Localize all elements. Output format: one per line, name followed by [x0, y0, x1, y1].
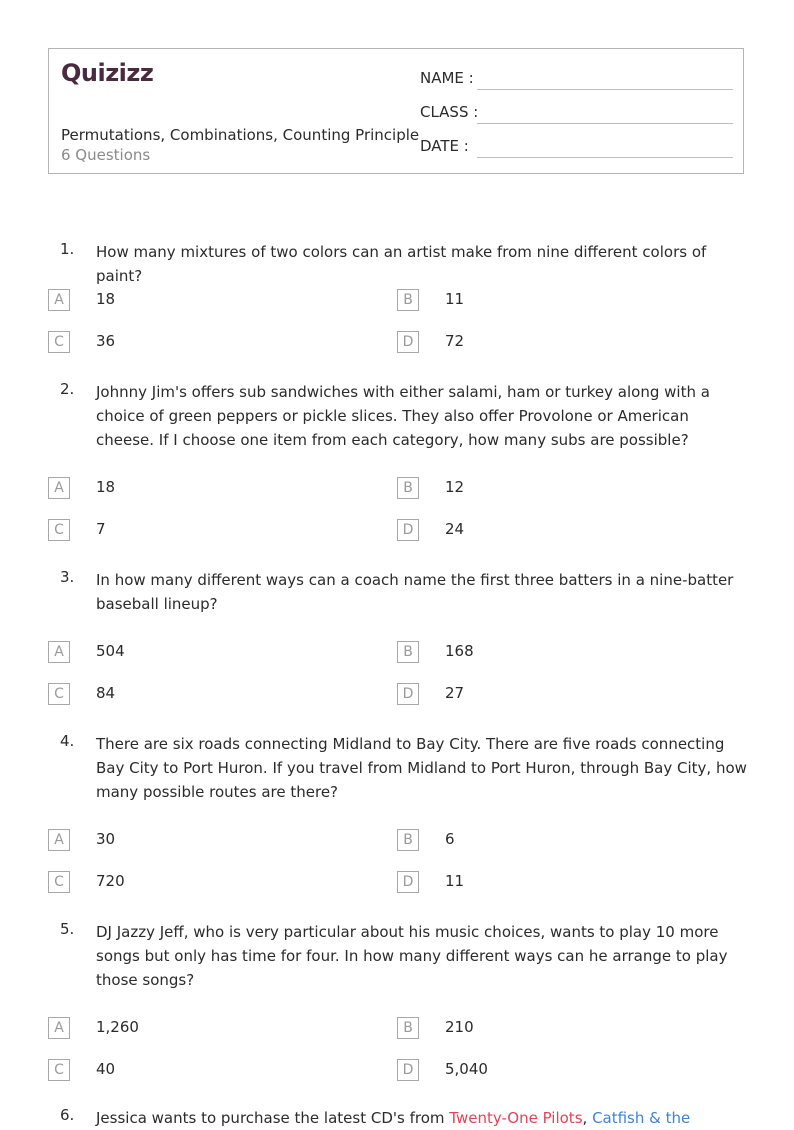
question-text [96, 1106, 748, 1130]
option-letter-box: B [397, 1017, 419, 1039]
option-letter-box: A [48, 1017, 70, 1039]
option-text: 5,040 [445, 1060, 488, 1078]
option-text: 40 [96, 1060, 116, 1078]
question-text: Johnny Jim's offers sub sandwiches with either salami, ham or turkey along with a choice of green peppers or pickle slices. They also offer Provolone or American cheese. If I choose one item from each category, how many subs are possible? [96, 383, 710, 449]
option-letter-box: A [48, 829, 70, 851]
option-text: 504 [96, 642, 125, 660]
date-label: DATE : [420, 137, 469, 155]
option-letter-box: D [397, 683, 419, 705]
option-letter-box: C [48, 331, 70, 353]
quizizz-logo: Quizizz [61, 59, 154, 87]
question-number: 1. [60, 240, 75, 258]
date-input-line[interactable] [477, 157, 733, 158]
catfish-link[interactable]: Catfish & the [592, 1109, 691, 1127]
option-text: 168 [445, 642, 474, 660]
option-letter-box: A [48, 641, 70, 663]
question-number: 4. [60, 732, 75, 750]
question-count: 6 Questions [61, 146, 151, 164]
question-text: There are six roads connecting Midland to Bay City. There are five roads connecting Bay City to Port Huron. If you travel from Midland to Port Huron, through Bay City, how many possible routes are there? [96, 735, 747, 801]
option-letter-box: B [397, 829, 419, 851]
option-text: 72 [445, 332, 465, 350]
class-input-line[interactable] [477, 123, 733, 124]
option-text: 210 [445, 1018, 474, 1036]
option-text: 6 [445, 830, 455, 848]
option-letter-box: C [48, 1059, 70, 1081]
option-letter-box: A [48, 289, 70, 311]
option-text: 1,260 [96, 1018, 139, 1036]
option-letter-box: C [48, 683, 70, 705]
option-text: 720 [96, 872, 125, 890]
question-text: How many mixtures of two colors can an artist make from nine different colors of paint? [96, 243, 707, 285]
question-number: 5. [60, 920, 75, 938]
option-text: 12 [445, 478, 465, 496]
option-letter-box: D [397, 331, 419, 353]
question-text-start: Jessica wants to purchase the latest CD's from [96, 1109, 450, 1127]
link-separator: , [582, 1109, 593, 1127]
option-letter-box: D [397, 519, 419, 541]
option-letter-box: C [48, 519, 70, 541]
option-text: 24 [445, 520, 465, 538]
option-text: 36 [96, 332, 116, 350]
question-text: DJ Jazzy Jeff, who is very particular about his music choices, wants to play 10 more songs but only has time for four. In how many different ways can he arrange to play those songs? [96, 923, 728, 989]
option-letter-box: C [48, 871, 70, 893]
option-letter-box: A [48, 477, 70, 499]
name-label: NAME : [420, 69, 474, 87]
question-number: 6. [60, 1106, 75, 1124]
worksheet-header [48, 48, 744, 174]
option-text: 11 [445, 290, 465, 308]
question-number: 3. [60, 568, 75, 586]
class-label: CLASS : [420, 103, 479, 121]
option-text: 7 [96, 520, 106, 538]
option-letter-box: D [397, 1059, 419, 1081]
option-text: 11 [445, 872, 465, 890]
question-number: 2. [60, 380, 75, 398]
option-text: 84 [96, 684, 116, 702]
worksheet-title: Permutations, Combinations, Counting Principle [61, 126, 420, 144]
name-input-line[interactable] [477, 89, 733, 90]
option-letter-box: B [397, 641, 419, 663]
option-letter-box: B [397, 289, 419, 311]
question-text: In how many different ways can a coach name the first three batters in a nine-batter baseball lineup? [96, 571, 734, 613]
option-text: 30 [96, 830, 116, 848]
option-letter-box: B [397, 477, 419, 499]
option-text: 27 [445, 684, 465, 702]
twenty-one-pilots-link[interactable]: Twenty-One Pilots [449, 1109, 583, 1127]
option-text: 18 [96, 290, 116, 308]
option-letter-box: D [397, 871, 419, 893]
option-text: 18 [96, 478, 116, 496]
